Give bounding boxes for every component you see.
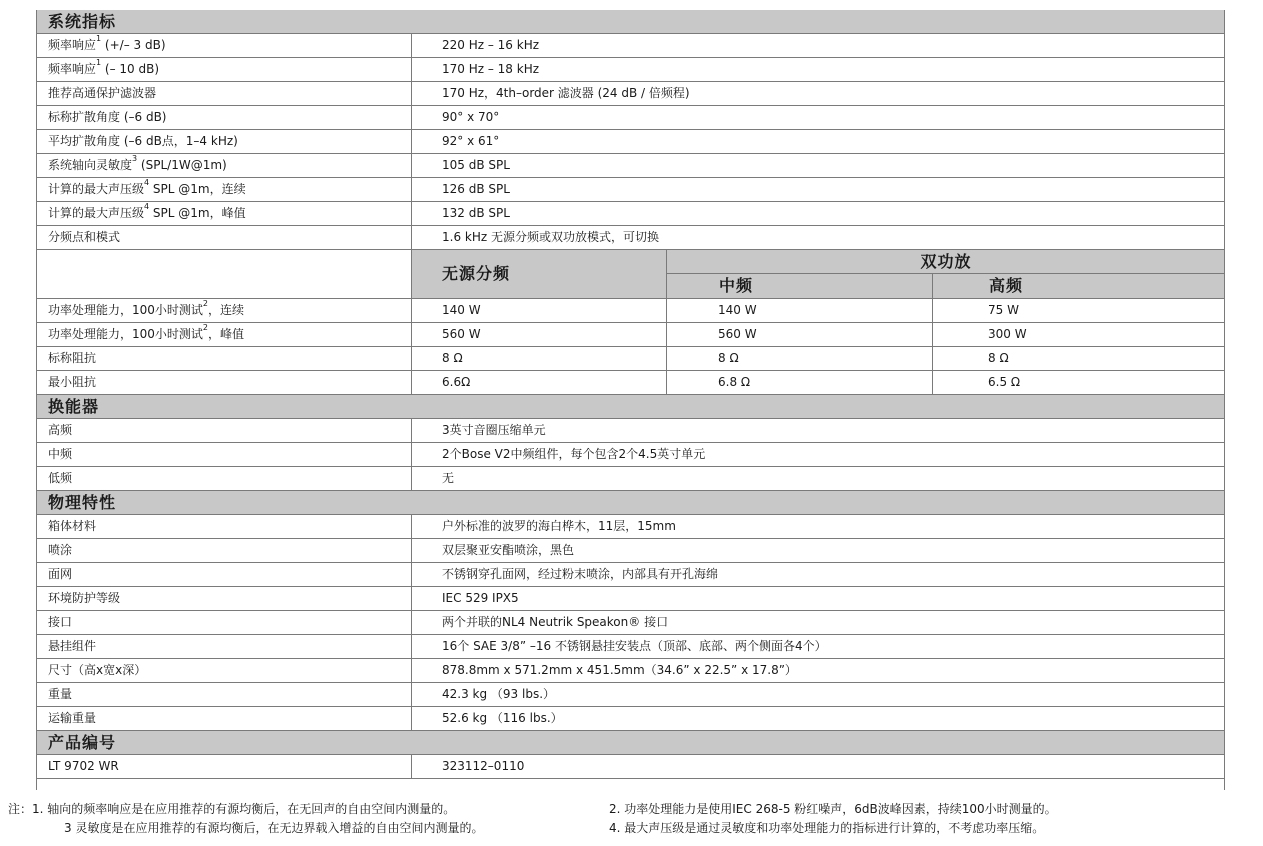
row-value: 16个 SAE 3/8” –16 不锈钢悬挂安装点（顶部、底部、两个侧面各4个） [442, 639, 827, 653]
row-label: 悬挂组件 [36, 635, 412, 658]
header-mid: 中频 [667, 274, 933, 298]
row-label: 尺寸（高x宽x深） [36, 659, 412, 682]
header-empty-cell [36, 250, 412, 298]
section-header-transducers: 换能器 [36, 395, 1225, 419]
table-row [36, 154, 1225, 178]
row-value: 无 [442, 471, 455, 485]
row-label: 面网 [36, 563, 412, 586]
header-biamp-sub [667, 274, 1225, 298]
row-label: 平均扩散角度 (–6 dB点，1–4 kHz) [36, 130, 412, 153]
row-label: 接口 [36, 611, 412, 634]
footnote-4: 4. 最大声压级是通过灵敏度和功率处理能力的指标进行计算的，不考虑功率压缩。 [609, 821, 1045, 835]
table-row [36, 347, 1225, 371]
cell-high: 75 W [988, 303, 1019, 317]
row-value: IEC 529 IPX5 [442, 591, 519, 605]
cell-high: 300 W [988, 327, 1027, 341]
cell-passive: 140 W [412, 299, 667, 322]
row-value: 126 dB SPL [442, 182, 510, 196]
row-value: 878.8mm x 571.2mm x 451.5mm（34.6” x 22.5” x 17.8”） [442, 663, 797, 677]
section-header-physical: 物理特性 [36, 491, 1225, 515]
table-row [36, 755, 1225, 779]
cell-mid: 140 W [667, 299, 933, 322]
row-label: 标称阻抗 [36, 347, 412, 370]
row-label: 最小阻抗 [36, 371, 412, 394]
row-value: 户外标准的波罗的海白桦木，11层，15mm [442, 519, 676, 533]
table-row [36, 178, 1225, 202]
header-biamp: 双功放 [667, 250, 1225, 274]
row-label: 计算的最大声压级$^4$ SPL @1m，连续 [36, 178, 412, 201]
cell-high: 6.5 Ω [988, 375, 1021, 389]
row-label: 运输重量 [36, 707, 412, 730]
row-label: 频率响应$^1$ (– 10 dB) [36, 58, 412, 81]
footnote-2: 2. 功率处理能力是使用IEC 268-5 粉红噪声，6dB波峰因素，持续100小时测量的。 [609, 802, 1057, 816]
row-value: 323112–0110 [442, 759, 525, 773]
cell-mid: 560 W [667, 323, 933, 346]
row-value: 105 dB SPL [442, 158, 510, 172]
table-row [36, 58, 1225, 82]
header-biamp-group [667, 250, 1225, 298]
header-passive: 无源分频 [412, 250, 667, 298]
table-row [36, 443, 1225, 467]
table-row [36, 659, 1225, 683]
header-high: 高频 [933, 274, 1225, 298]
physical-rows [36, 515, 1225, 731]
table-row [36, 419, 1225, 443]
row-label: 标称扩散角度 (–6 dB) [36, 106, 412, 129]
table-row [36, 299, 1225, 323]
row-value: 两个并联的NL4 Neutrik Speakon® 接口 [442, 615, 669, 629]
spec-table [36, 10, 1225, 779]
table-row [36, 467, 1225, 491]
power-rows [36, 299, 1225, 395]
footnote-1: 注：1. 轴向的频率响应是在应用推荐的有源均衡后，在无回声的自由空间内测量的。 [8, 802, 456, 816]
row-label: 中频 [36, 443, 412, 466]
table-row [36, 226, 1225, 250]
row-label: 低频 [36, 467, 412, 490]
row-value: 52.6 kg （116 lbs.） [442, 711, 563, 725]
product-rows [36, 755, 1225, 779]
row-label: 系统轴向灵敏度$^3$ (SPL/1W@1m) [36, 154, 412, 177]
row-value: 132 dB SPL [442, 206, 510, 220]
section-header-system: 系统指标 [36, 10, 1225, 34]
cell-mid: 6.8 Ω [667, 371, 933, 394]
row-label: 喷涂 [36, 539, 412, 562]
section-header-product: 产品编号 [36, 731, 1225, 755]
row-value: 220 Hz – 16 kHz [442, 38, 540, 52]
footnote-3: 3 灵敏度是在应用推荐的有源均衡后，在无边界载入增益的自由空间内测量的。 [64, 821, 484, 835]
table-row [36, 82, 1225, 106]
row-value: 90° x 70° [442, 110, 500, 124]
row-value: 不锈钢穿孔面网，经过粉末喷涂，内部具有开孔海绵 [442, 567, 719, 581]
table-row [36, 130, 1225, 154]
table-row [36, 202, 1225, 226]
row-label: 环境防护等级 [36, 587, 412, 610]
table-row [36, 34, 1225, 58]
table-row [36, 707, 1225, 731]
row-value: 3英寸音圈压缩单元 [442, 423, 546, 437]
row-label: 功率处理能力，100小时测试$^2$，连续 [36, 299, 412, 322]
row-value: 42.3 kg （93 lbs.） [442, 687, 556, 701]
row-value: 双层聚亚安酯喷涂，黑色 [442, 543, 575, 557]
row-value: 1.6 kHz 无源分频或双功放模式，可切换 [442, 230, 659, 244]
row-label: 分频点和模式 [36, 226, 412, 249]
cell-passive: 6.6Ω [412, 371, 667, 394]
row-value: 170 Hz – 18 kHz [442, 62, 540, 76]
row-label: 重量 [36, 683, 412, 706]
transducer-rows [36, 419, 1225, 491]
cell-mid: 8 Ω [667, 347, 933, 370]
row-label: 箱体材料 [36, 515, 412, 538]
table-row [36, 323, 1225, 347]
row-label: 高频 [36, 419, 412, 442]
row-value: 2个Bose V2中频组件，每个包含2个4.5英寸单元 [442, 447, 706, 461]
table-row [36, 515, 1225, 539]
table-row [36, 587, 1225, 611]
table-row [36, 371, 1225, 395]
cell-passive: 560 W [412, 323, 667, 346]
table-row [36, 539, 1225, 563]
cell-passive: 8 Ω [412, 347, 667, 370]
row-label: 推荐高通保护滤波器 [36, 82, 412, 105]
table-row [36, 563, 1225, 587]
cell-high: 8 Ω [988, 351, 1009, 365]
table-row [36, 106, 1225, 130]
table-row [36, 611, 1225, 635]
power-table-header [36, 250, 1225, 299]
row-label: 频率响应$^1$ (+/– 3 dB) [36, 34, 412, 57]
row-value: 92° x 61° [442, 134, 500, 148]
row-label: 功率处理能力，100小时测试$^2$，峰值 [36, 323, 412, 346]
row-label: 计算的最大声压级$^4$ SPL @1m，峰值 [36, 202, 412, 225]
table-row [36, 683, 1225, 707]
system-rows [36, 34, 1225, 250]
row-value: 170 Hz，4th–order 滤波器 (24 dB / 倍频程) [442, 86, 690, 100]
table-row [36, 635, 1225, 659]
row-label: LT 9702 WR [36, 755, 412, 778]
